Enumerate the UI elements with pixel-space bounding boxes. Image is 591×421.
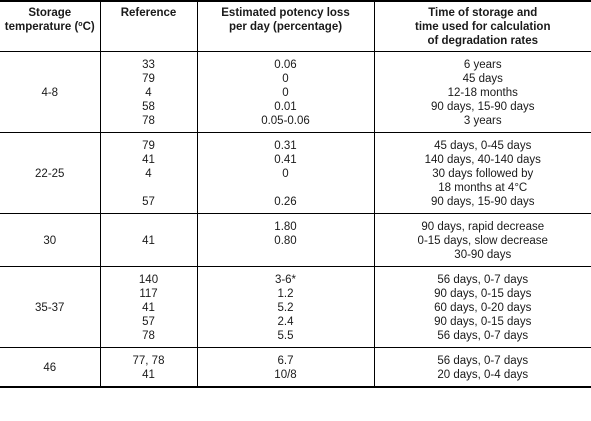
degree-sup: o [78,21,83,28]
potency-loss-value [200,181,372,195]
potency-loss-value: 0.41 [274,153,297,166]
reference-value: 41 [142,234,155,247]
header-potency-line1: Estimated potency loss [221,7,350,19]
reference-value: 41 [142,301,155,314]
storage-time-value: 3 years [463,114,502,127]
storage-time-value: 0-15 days, slow decrease [417,234,548,247]
header-time-line1: Time of storage and [428,7,538,19]
storage-time-cell [374,132,591,213]
storage-time-cell [374,347,591,387]
potency-loss-value: 0.80 [274,234,297,247]
temperature-value: 46 [43,361,57,374]
header-time-of-storage [374,1,591,51]
potency-loss-value: 0.01 [274,100,297,113]
reference-value: 4 [145,167,152,180]
header-potency-loss [197,1,374,51]
reference-value: 41 [142,153,155,166]
storage-time-cell [374,51,591,132]
storage-time-value: 18 months at 4°C [438,181,528,194]
table-body [0,51,591,387]
potency-loss-value: 3-6* [274,273,297,286]
storage-time-value: 56 days, 0-7 days [437,329,529,342]
header-reference [100,1,197,51]
storage-time-cell [374,266,591,347]
storage-time-value: 20 days, 0-4 days [437,368,529,381]
potency-loss-value: 0 [282,167,289,180]
header-storage-text: temperature ( [4,21,79,33]
reference-value: 4 [145,86,152,99]
table-row [0,347,591,387]
table-row [0,132,591,213]
table-row [0,266,591,347]
temperature-value: 30 [43,234,57,247]
reference-value: 77, 78 [132,354,165,367]
potency-loss-value: 0.06 [274,58,297,71]
potency-loss-value: 5.5 [277,329,294,342]
reference-value [103,248,195,262]
reference-value: 78 [142,329,155,342]
temperature-cell [0,213,100,266]
storage-time-value: 90 days, rapid decrease [421,220,545,233]
reference-value: 33 [142,58,155,71]
potency-loss-value: 1.2 [277,287,294,300]
temperature-cell [0,132,100,213]
potency-loss-value: 1.80 [274,220,297,233]
table-row [0,213,591,266]
potency-loss-value: 10/8 [274,368,297,381]
temperature-cell [0,51,100,132]
header-time-line2: time used for calculation [415,21,551,33]
reference-value: 57 [142,195,155,208]
potency-loss-cell [197,266,374,347]
header-potency-line2: per day (percentage) [228,21,343,33]
potency-loss-cell [197,347,374,387]
storage-time-value: 12-18 months [447,86,518,99]
header-row [0,1,591,51]
storage-time-value: 60 days, 0-20 days [434,301,532,314]
reference-cell [100,266,197,347]
potency-loss-cell [197,213,374,266]
temperature-value: 35-37 [35,301,65,314]
potency-loss-value: 0.05-0.06 [261,114,310,127]
table-row [0,51,591,132]
potency-loss-value: 0 [282,86,289,99]
reference-value: 79 [142,139,155,152]
potency-loss-value: 5.2 [277,301,294,314]
storage-time-cell [374,213,591,266]
storage-time-value: 30 days followed by [432,167,534,180]
storage-time-value: 140 days, 40-140 days [424,153,541,166]
storage-time-value: 56 days, 0-7 days [437,273,529,286]
storage-time-value: 56 days, 0-7 days [437,354,529,367]
header-time-line3: of degradation rates [427,35,539,47]
storage-time-value: 90 days, 15-90 days [430,195,535,208]
reference-value: 41 [142,368,155,381]
potency-loss-cell [197,132,374,213]
reference-cell [100,51,197,132]
reference-value: 140 [138,273,159,286]
reference-cell [100,347,197,387]
reference-value [103,181,195,195]
reference-value: 117 [139,287,158,300]
header-storage-temperature [0,1,100,51]
reference-value: 79 [142,72,155,85]
storage-time-value: 45 days, 0-45 days [434,139,532,152]
storage-time-value: 90 days, 0-15 days [434,315,532,328]
potency-loss-value: 0.31 [274,139,297,152]
header-reference-label: Reference [120,7,177,19]
potency-loss-value: 0 [282,72,289,85]
header-storage-unit: C) [82,21,95,33]
reference-cell [100,213,197,266]
storage-time-value: 6 years [463,58,502,71]
storage-time-value: 90 days, 15-90 days [430,100,535,113]
potency-loss-value: 0.26 [274,195,297,208]
temperature-value: 4-8 [41,86,59,99]
storage-time-value: 45 days [462,72,503,85]
reference-value: 57 [142,315,155,328]
reference-value [103,220,195,234]
potency-loss-cell [197,51,374,132]
potency-loss-value: 6.7 [277,354,294,367]
header-storage-line2 [2,20,98,34]
temperature-cell [0,347,100,387]
potency-loss-value [200,248,372,262]
potency-loss-value: 2.4 [277,315,294,328]
storage-time-value: 30-90 days [454,248,512,261]
storage-time-value: 90 days, 0-15 days [434,287,532,300]
temperature-cell [0,266,100,347]
reference-value: 58 [142,100,155,113]
reference-value: 78 [142,114,155,127]
reference-cell [100,132,197,213]
header-storage-line1: Storage [28,7,72,19]
temperature-value: 22-25 [35,167,65,180]
